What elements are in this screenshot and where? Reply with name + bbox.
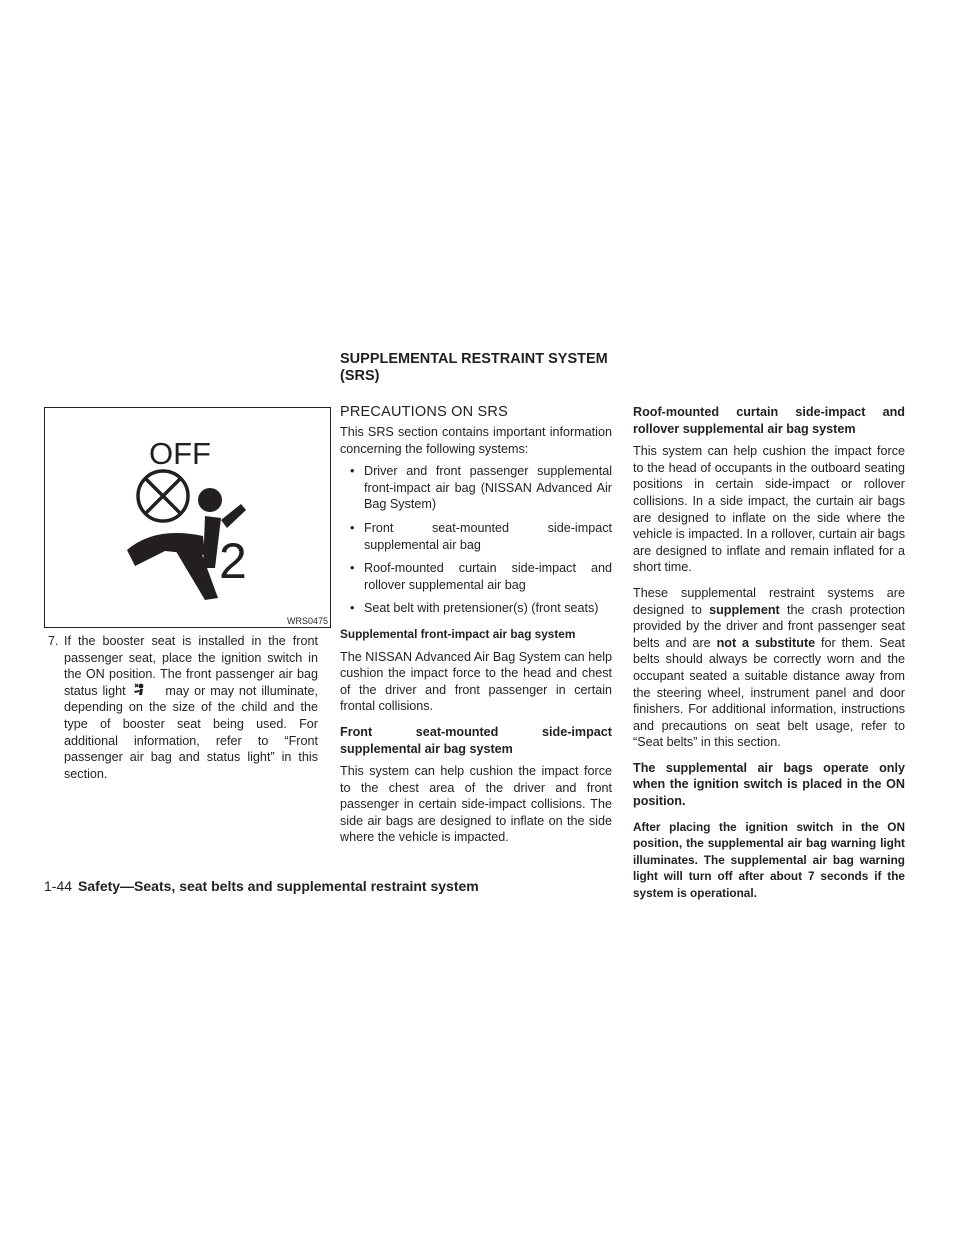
supplement-paragraph xyxy=(633,585,905,751)
step-text-part1: If the booster seat is installed in the front passenger seat, place the ignition switch in the ON position. The front passenger air bag status light xyxy=(64,634,318,698)
list-item: • Roof-mounted curtain side-impact and rollover supplemental air bag xyxy=(340,560,612,593)
precautions-heading: PRECAUTIONS ON SRS xyxy=(340,404,508,420)
passenger-airbag-off-icon xyxy=(45,408,330,627)
step-text-part2: may or may not illuminate, depending on the size of the child and the type of booster seat being used. For additional information, refer to “Front passenger air bag and status light” in this section. xyxy=(64,683,319,781)
step-text xyxy=(64,633,318,782)
airbag-status-light-icon xyxy=(131,683,161,697)
supplement-text-3: for them. Seat belts should always be correctly worn and the occupant seated a suitable distance away from the steering wheel, instrument panel and door finishers. For additional information, instructions and precautions on seat belt usage, refer to “Seat belts” in this section. xyxy=(633,635,905,750)
curtain-text: This system can help cushion the impact force to the head of occupants in the outboard seating positions in certain side-impact or rollover collisions. In a side impact, the curtain air bags are designed to inflate on the side where the vehicle is impacted. In a rollover, curtain air bags are designed to inflate and remain inflated for a short time. xyxy=(633,444,905,575)
curtain-heading: Roof-mounted curtain side-impact and rollover supplemental air bag system xyxy=(633,405,905,436)
supplement-text-1: These supplemental restraint systems are designed to xyxy=(633,585,905,617)
list-item: • Driver and front passenger supplemental front-impact air bag (NISSAN Advanced Air Bag System) xyxy=(340,463,612,513)
section-title-line2: (SRS) xyxy=(340,368,380,384)
section-title-line1: SUPPLEMENTAL RESTRAINT SYSTEM xyxy=(340,351,608,367)
page-number: 1-44 xyxy=(44,878,73,894)
front-impact-heading: Supplemental front-impact air bag system xyxy=(340,626,576,641)
supplement-bold-2: not a substitute xyxy=(716,635,816,650)
warning-light: After placing the ignition switch in the ON position, the supplemental air bag warning light illuminates. The supplemental air bag warning light will turn off after about 7 seconds if the system is operational. xyxy=(633,819,905,901)
figure-off-text: OFF xyxy=(149,436,211,471)
list-item: • Front seat-mounted side-impact supplemental air bag xyxy=(340,520,612,553)
supplement-text-2: the crash protection provided by the driver and front passenger seat belts and are xyxy=(633,602,906,650)
step-number: 7. xyxy=(48,634,59,648)
step-7 xyxy=(48,633,318,782)
supplement-bold-1: supplement xyxy=(709,602,780,617)
figure-number-text: 2 xyxy=(219,533,247,589)
precautions-intro: This SRS section contains important information concerning the following systems: xyxy=(340,425,612,456)
warning-ignition: The supplemental air bags operate only when the ignition switch is placed in the ON position. xyxy=(633,760,905,809)
side-impact-text: This system can help cushion the impact force to the chest area of the driver and front passenger in certain side-impact collisions. The side air bags are designed to inflate on the side where the vehicle is impacted. xyxy=(340,764,612,845)
figure-code: WRS0475 xyxy=(286,616,328,626)
section-title xyxy=(340,351,640,385)
list-item: • Seat belt with pretensioner(s) (front seats) xyxy=(340,600,612,617)
front-impact-text: The NISSAN Advanced Air Bag System can help cushion the impact force to the head and chest of the driver and front passenger in certain frontal collisions. xyxy=(340,649,612,714)
systems-list xyxy=(340,463,612,617)
page-footer xyxy=(44,878,479,895)
airbag-off-figure xyxy=(44,407,331,628)
curtain-column xyxy=(633,404,905,911)
precautions-column xyxy=(340,404,612,855)
chapter-title: Safety—Seats, seat belts and supplemental restraint system xyxy=(78,878,479,894)
side-impact-heading: Front seat-mounted side-impact supplemental air bag system xyxy=(340,724,612,756)
